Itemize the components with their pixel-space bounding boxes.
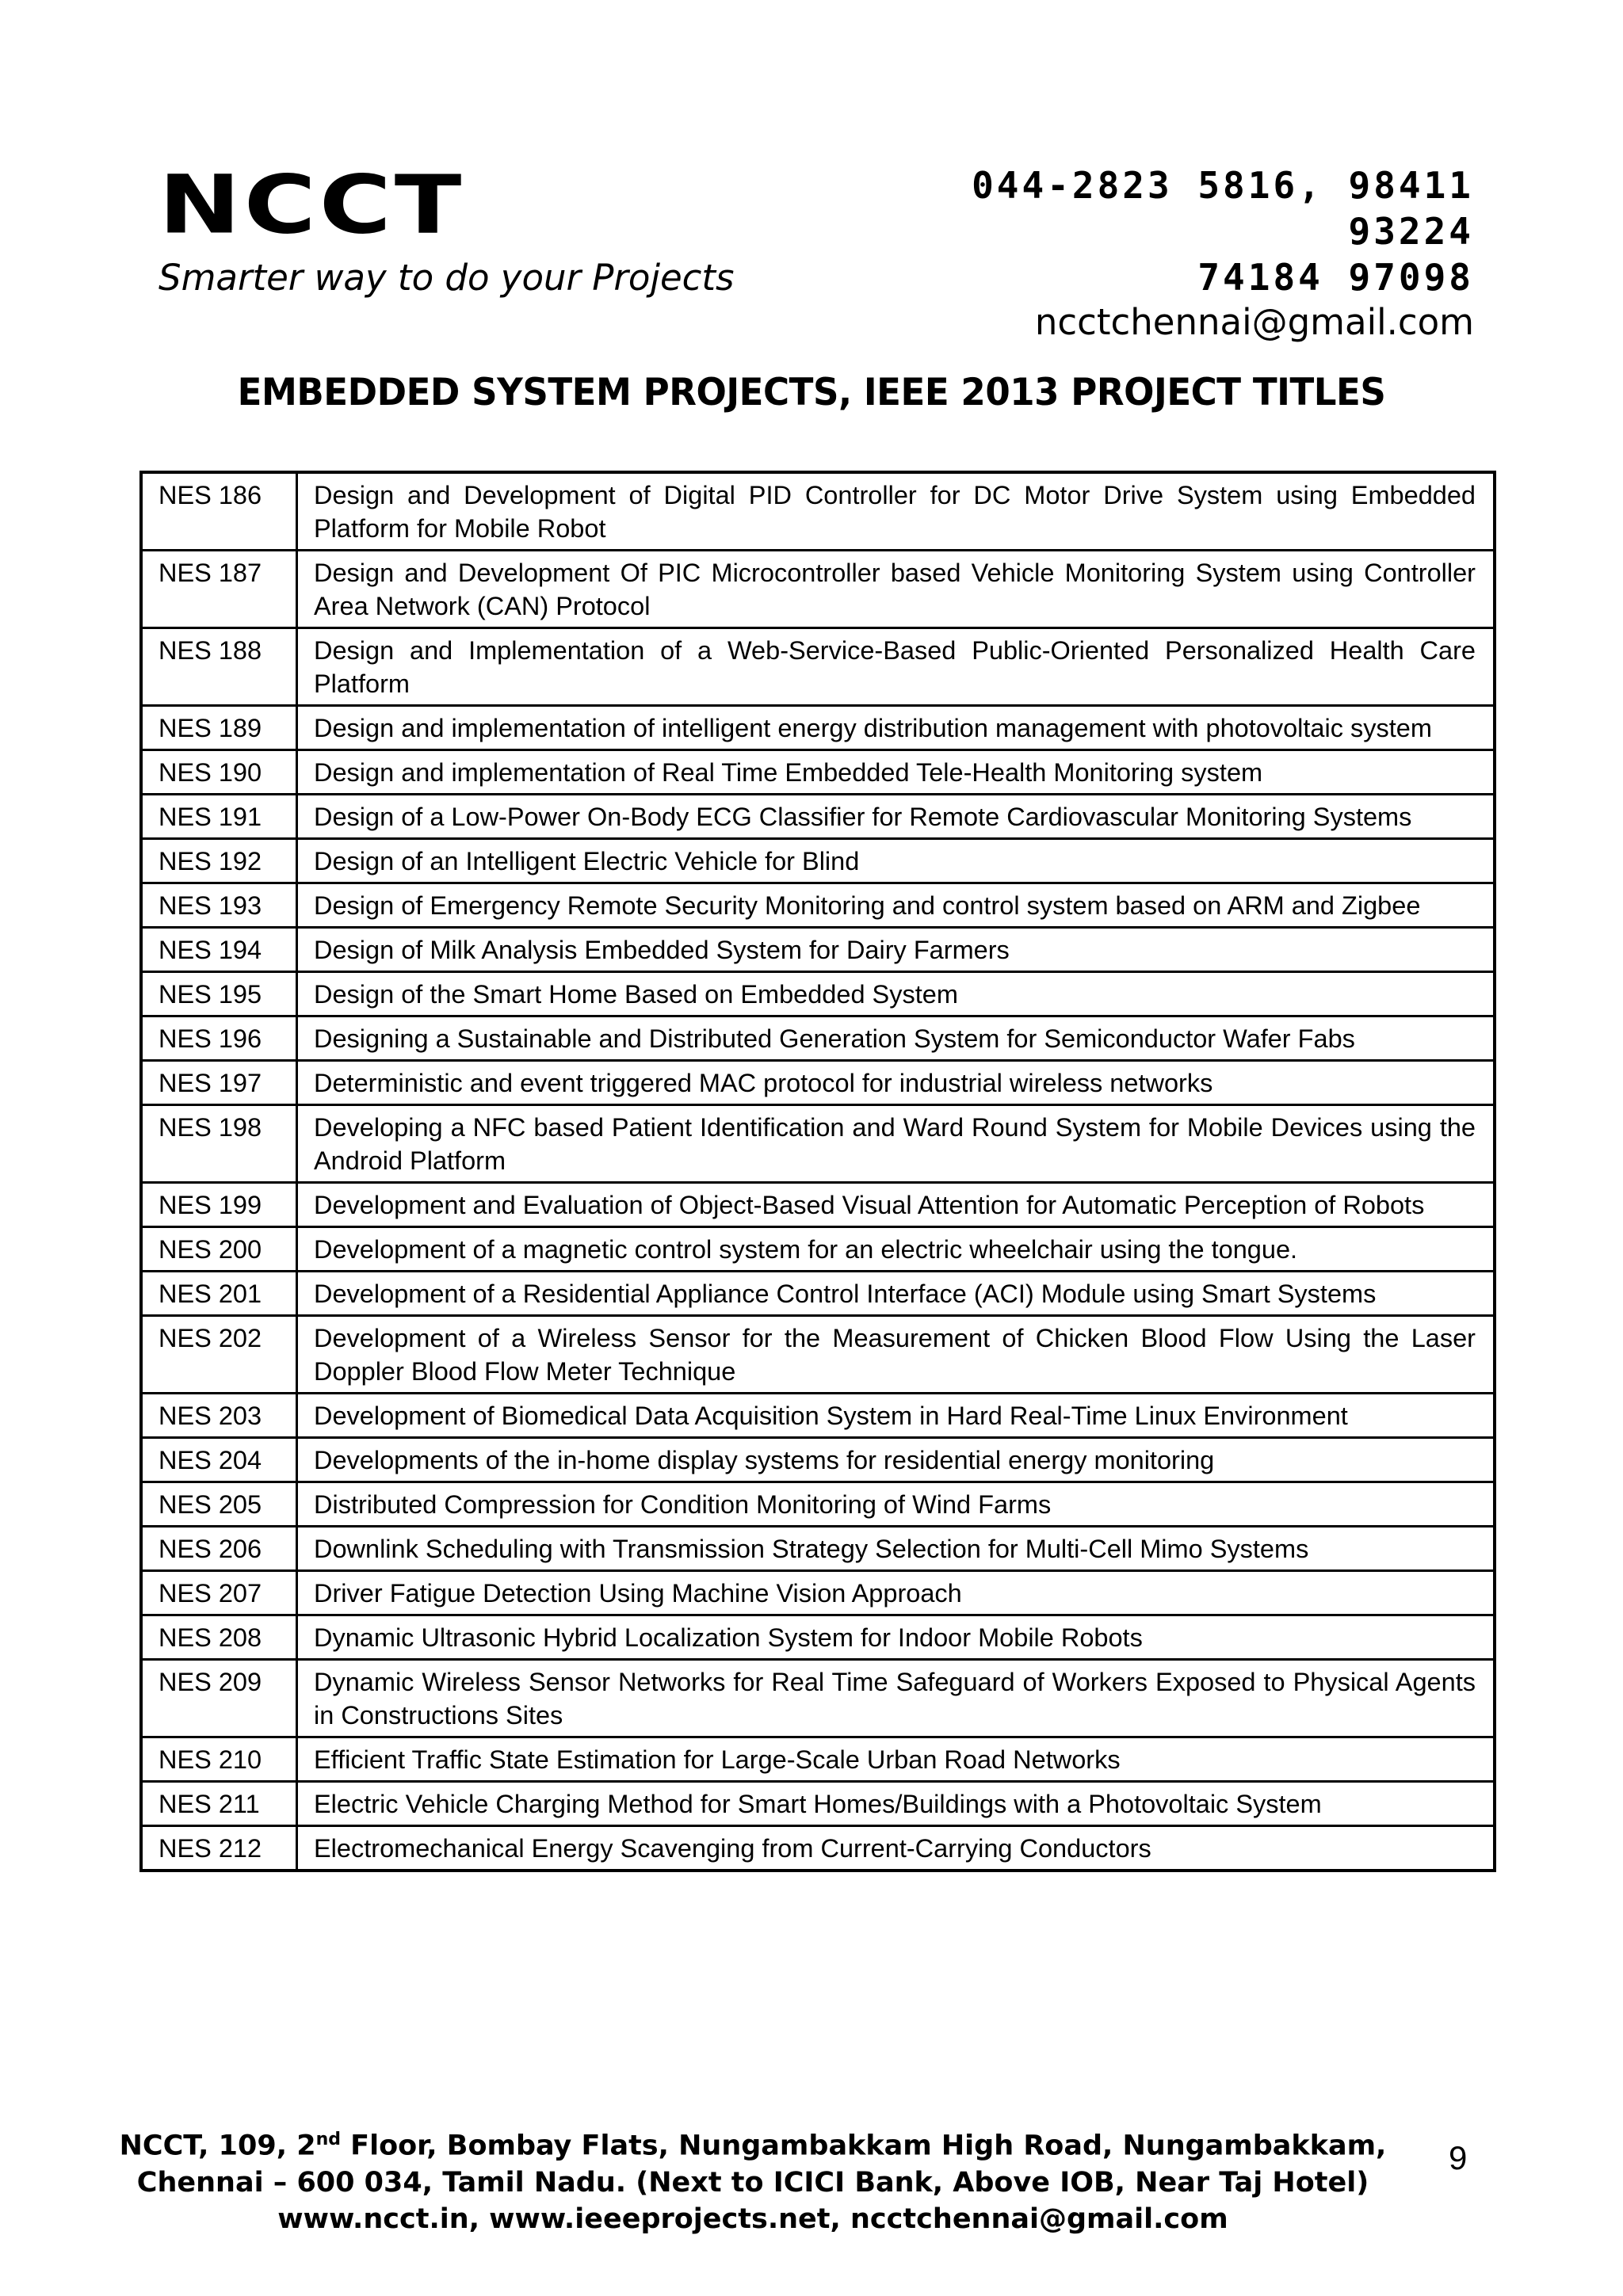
project-code: NES 205 (141, 1482, 297, 1527)
project-title: Efficient Traffic State Estimation for Large-Scale Urban Road Networks (297, 1737, 1495, 1782)
project-code: NES 196 (141, 1016, 297, 1061)
table-row (141, 1615, 1495, 1660)
table-row (141, 1438, 1495, 1482)
footer-address-sup: nd (315, 2130, 341, 2149)
project-title: Development of Biomedical Data Acquisition System in Hard Real-Time Linux Environment (297, 1394, 1495, 1438)
page-number: 9 (1449, 2139, 1468, 2176)
table-row (141, 1660, 1495, 1737)
project-title: Design and Development of Digital PID Controller for DC Motor Drive System using Embedded Platform for Mobile Robot (297, 472, 1495, 551)
project-code: NES 207 (141, 1571, 297, 1615)
project-title: Developments of the in-home display systems for residential energy monitoring (297, 1438, 1495, 1482)
footer (95, 2122, 1411, 2237)
project-title: Design and implementation of Real Time Embedded Tele-Health Monitoring system (297, 750, 1495, 795)
project-title: Design of Emergency Remote Security Monitoring and control system based on ARM and Zigbee (297, 883, 1495, 928)
project-title: Downlink Scheduling with Transmission Strategy Selection for Multi-Cell Mimo Systems (297, 1527, 1495, 1571)
table-row (141, 883, 1495, 928)
table-row (141, 1227, 1495, 1272)
phone-numbers (919, 162, 1474, 300)
table-row (141, 1272, 1495, 1316)
project-code: NES 199 (141, 1183, 297, 1227)
project-title: Electric Vehicle Charging Method for Smart Homes/Buildings with a Photovoltaic System (297, 1782, 1495, 1826)
project-code: NES 209 (141, 1660, 297, 1737)
project-code: NES 212 (141, 1826, 297, 1871)
phone-line: 044-2823 5816, 98411 (972, 164, 1474, 207)
phone-line: 93224 (1348, 210, 1474, 253)
table-row (141, 839, 1495, 883)
project-code: NES 195 (141, 972, 297, 1016)
project-code: NES 190 (141, 750, 297, 795)
project-title: Design of a Low-Power On-Body ECG Classifier for Remote Cardiovascular Monitoring Systems (297, 795, 1495, 839)
table-row (141, 928, 1495, 972)
project-title: Dynamic Ultrasonic Hybrid Localization System for Indoor Mobile Robots (297, 1615, 1495, 1660)
projects-table (139, 471, 1496, 1872)
project-title: Development of a magnetic control system for an electric wheelchair using the tongue. (297, 1227, 1495, 1272)
project-title: Design of Milk Analysis Embedded System for Dairy Farmers (297, 928, 1495, 972)
project-title: Distributed Compression for Condition Monitoring of Wind Farms (297, 1482, 1495, 1527)
project-code: NES 198 (141, 1105, 297, 1183)
footer-websites: www.ncct.in, www.ieeeprojects.net, ncctchennai@gmail.com (277, 2203, 1228, 2235)
contact-email: ncctchennai@gmail.com (1034, 301, 1474, 343)
table-row (141, 1016, 1495, 1061)
project-title: Design and Development Of PIC Microcontroller based Vehicle Monitoring System using Controller Area Network (CAN) Protocol (297, 551, 1495, 628)
project-title: Development and Evaluation of Object-Based Visual Attention for Automatic Perception of Robots (297, 1183, 1495, 1227)
table-row (141, 1782, 1495, 1826)
project-code: NES 203 (141, 1394, 297, 1438)
project-code: NES 186 (141, 472, 297, 551)
phone-line: 74184 97098 (1197, 256, 1474, 299)
footer-address-part1: NCCT, 109, 2 (119, 2130, 316, 2162)
projects-table-body (141, 472, 1495, 1871)
project-title: Designing a Sustainable and Distributed Generation System for Semiconductor Wafer Fabs (297, 1016, 1495, 1061)
table-row (141, 1394, 1495, 1438)
project-title: Driver Fatigue Detection Using Machine Vision Approach (297, 1571, 1495, 1615)
footer-address-line2: Chennai – 600 034, Tamil Nadu. (Next to ICICI Bank, Above IOB, Near Taj Hotel) (136, 2166, 1369, 2199)
table-row (141, 1316, 1495, 1394)
table-row (141, 706, 1495, 750)
project-title: Development of a Wireless Sensor for the Measurement of Chicken Blood Flow Using the Laser Doppler Blood Flow Meter Technique (297, 1316, 1495, 1394)
project-code: NES 211 (141, 1782, 297, 1826)
project-title: Deterministic and event triggered MAC protocol for industrial wireless networks (297, 1061, 1495, 1105)
table-row (141, 972, 1495, 1016)
project-title: Design of an Intelligent Electric Vehicle for Blind (297, 839, 1495, 883)
table-row (141, 1527, 1495, 1571)
table-row (141, 628, 1495, 706)
project-title: Electromechanical Energy Scavenging from Current-Carrying Conductors (297, 1826, 1495, 1871)
project-title: Design and implementation of intelligent energy distribution management with photovoltaic system (297, 706, 1495, 750)
table-row (141, 1571, 1495, 1615)
project-code: NES 197 (141, 1061, 297, 1105)
project-code: NES 191 (141, 795, 297, 839)
project-code: NES 187 (141, 551, 297, 628)
project-code: NES 192 (141, 839, 297, 883)
project-code: NES 210 (141, 1737, 297, 1782)
project-code: NES 200 (141, 1227, 297, 1272)
project-title: Dynamic Wireless Sensor Networks for Real Time Safeguard of Workers Exposed to Physical Agents in Constructions Sites (297, 1660, 1495, 1737)
project-code: NES 189 (141, 706, 297, 750)
tagline: Smarter way to do your Projects (158, 257, 735, 299)
table-row (141, 551, 1495, 628)
table-row (141, 1482, 1495, 1527)
project-code: NES 194 (141, 928, 297, 972)
table-row (141, 1826, 1495, 1871)
project-code: NES 188 (141, 628, 297, 706)
project-code: NES 202 (141, 1316, 297, 1394)
footer-address-line1 (95, 2122, 1411, 2164)
project-title: Developing a NFC based Patient Identification and Ward Round System for Mobile Devices using the Android Platform (297, 1105, 1495, 1183)
footer-address-part2: Floor, Bombay Flats, Nungambakkam High Road, Nungambakkam, (340, 2130, 1387, 2162)
table-row (141, 472, 1495, 551)
page-title: EMBEDDED SYSTEM PROJECTS, IEEE 2013 PROJECT TITLES (237, 371, 1386, 414)
table-row (141, 1105, 1495, 1183)
logo: NCCT (158, 158, 465, 252)
project-code: NES 208 (141, 1615, 297, 1660)
table-row (141, 1737, 1495, 1782)
table-row (141, 750, 1495, 795)
project-code: NES 206 (141, 1527, 297, 1571)
project-code: NES 193 (141, 883, 297, 928)
project-title: Design and Implementation of a Web-Service-Based Public-Oriented Personalized Health Care Platform (297, 628, 1495, 706)
project-title: Design of the Smart Home Based on Embedded System (297, 972, 1495, 1016)
table-row (141, 1183, 1495, 1227)
project-title: Development of a Residential Appliance Control Interface (ACI) Module using Smart Systems (297, 1272, 1495, 1316)
table-row (141, 795, 1495, 839)
project-code: NES 204 (141, 1438, 297, 1482)
table-row (141, 1061, 1495, 1105)
project-code: NES 201 (141, 1272, 297, 1316)
